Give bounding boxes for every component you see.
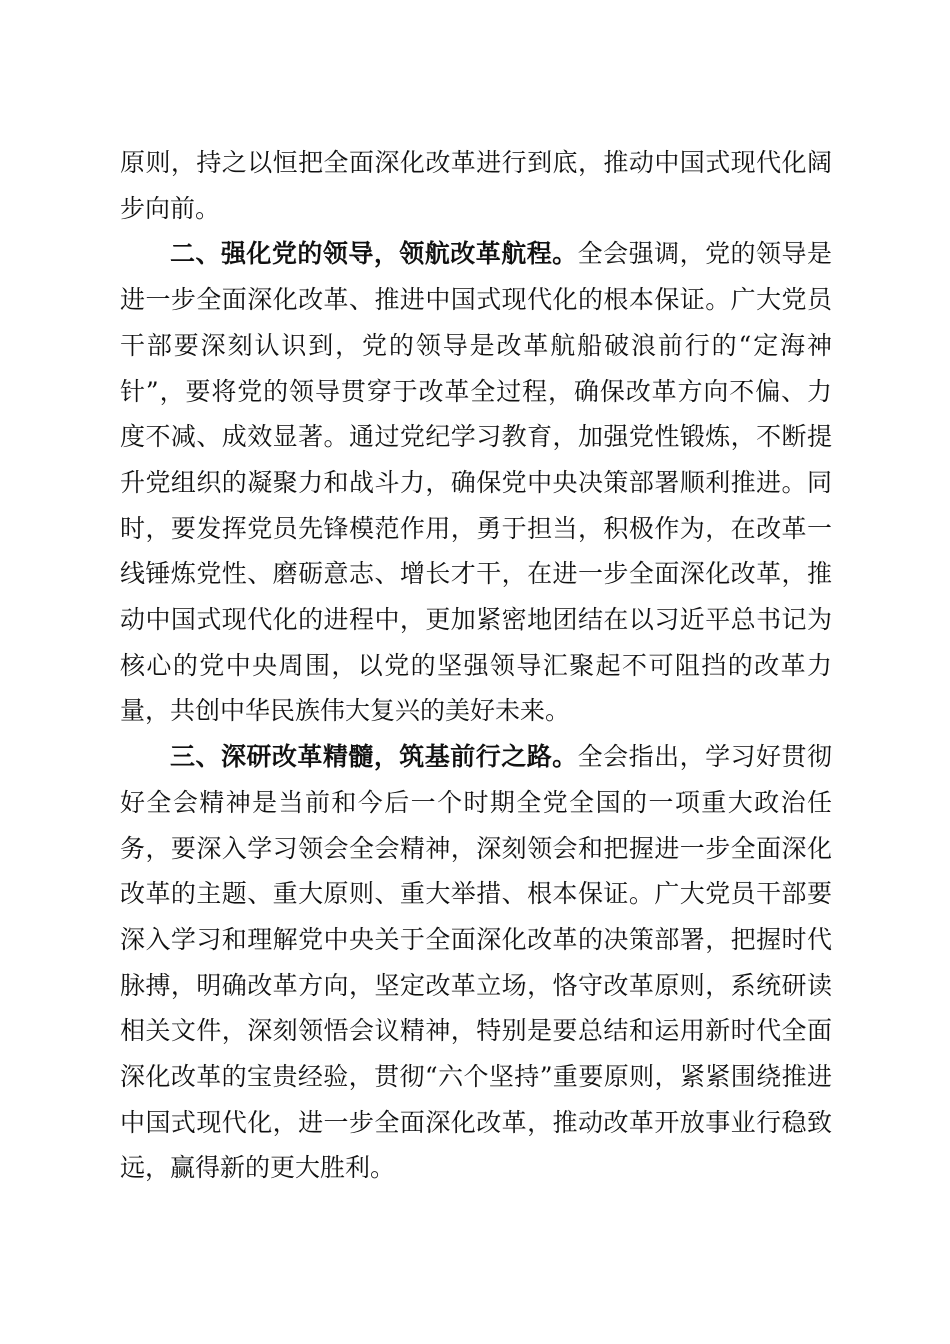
section-heading-two: 二、强化党的领导，领航改革航程。 (170, 239, 578, 269)
paragraph-continuation (120, 140, 832, 231)
paragraph-text: 原则，持之以恒把全面深化改革进行到底，推动中国式现代化阔步向前。 (120, 148, 832, 223)
section-heading-three: 三、深研改革精髓，筑基前行之路。 (170, 742, 578, 772)
paragraph-section-three (120, 734, 832, 1191)
paragraph-text: 全会强调，党的领导是进一步全面深化改革、推进中国式现代化的根本保证。广大党员干部要深刻认识到，党的领导是改革航船破浪前行的“定海神针”，要将党的领导贯穿于改革全过程，确保改革方向不偏、力度不减、成效显著。通过党纪学习教育，加强党性锻炼，不断提升党组织的凝聚力和战斗力，确保党中央决策部署顺利推进。同时，要发挥党员先锋模范作用，勇于担当，积极作为，在改革一线锤炼党性、磨砺意志、增长才干，在进一步全面深化改革，推动中国式现代化的进程中，更加紧密地团结在以习近平总书记为核心的党中央周围，以党的坚强领导汇聚起不可阻挡的改革力量，共创中华民族伟大复兴的美好未来。 (120, 239, 832, 726)
document-body (120, 140, 832, 1191)
paragraph-section-two (120, 231, 832, 734)
paragraph-text: 全会指出，学习好贯彻好全会精神是当前和今后一个时期全党全国的一项重大政治任务，要深入学习领会全会精神，深刻领会和把握进一步全面深化改革的主题、重大原则、重大举措、根本保证。广大党员干部要深入学习和理解党中央关于全面深化改革的决策部署，把握时代脉搏，明确改革方向，坚定改革立场，恪守改革原则，系统研读相关文件，深刻领悟会议精神，特别是要总结和运用新时代全面深化改革的宝贵经验，贯彻“六个坚持”重要原则，紧紧围绕推进中国式现代化，进一步全面深化改革，推动改革开放事业行稳致远，赢得新的更大胜利。 (120, 742, 832, 1183)
